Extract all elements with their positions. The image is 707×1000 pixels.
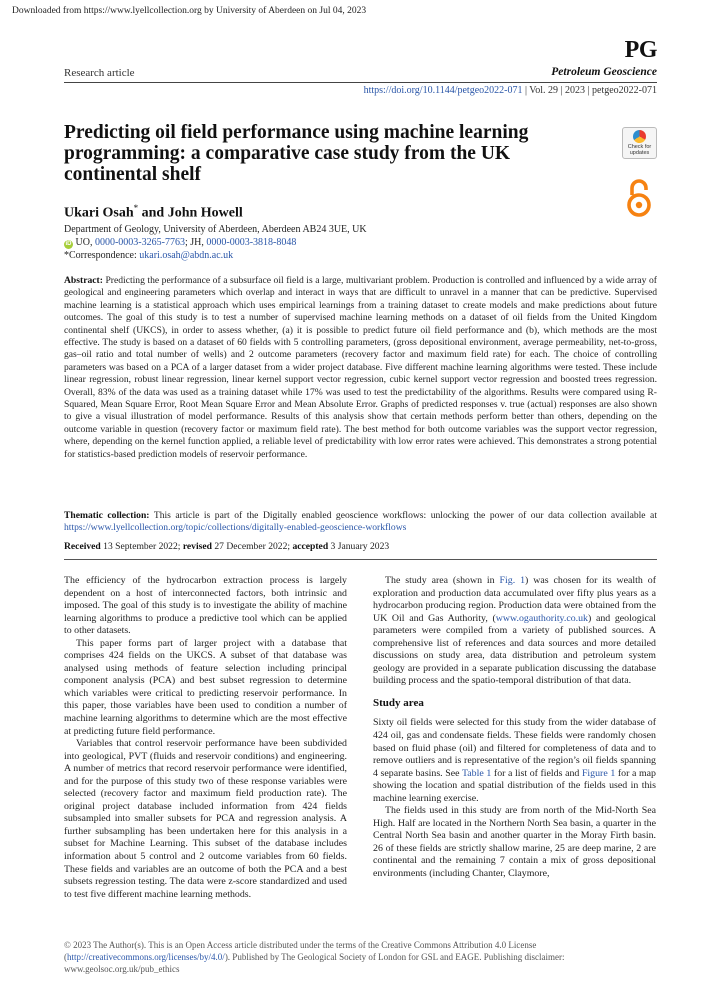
text-run: for a map showing the location and spatial distribution of the fields used in this machine learning exercise. [373, 767, 656, 804]
affiliation-block [64, 223, 367, 262]
doi-link[interactable]: https://doi.org/10.1144/petgeo2022-071 [363, 85, 523, 96]
text-run: The study area (shown in [385, 575, 500, 586]
citation-text: | Vol. 29 | 2023 | petgeo2022-071 [522, 85, 657, 96]
author-conjunction: and [138, 205, 168, 221]
text-run: ) was chosen for its wealth of exploration and production data accumulated over fifty plus years as a hydrocarbon producing region. Production data were obtained from the UK Oil and Gas Authority, ( [373, 575, 656, 624]
uo-prefix: UO, [73, 237, 95, 248]
correspondence-email-link[interactable]: ukari.osah@abdn.ac.uk [139, 250, 234, 261]
abstract-text: Predicting the performance of a subsurface oil field is a large, multivariant problem. Production is controlled and influenced by a wide array of geological and engineering parameters which overlap and interact in ways that are difficult to unravel in a manner that can be predictive. Supervised machine learning is a statistical approach which uses empirical learnings from a training dataset to create models and make predictions about future outcomes. The goal of this study is to test a number of supervised machine learning methods on a dataset of oil fields from the United Kingdom continental shelf (UKCS), in order to assess whether, (a) it is possible to predict future oil field performance and (b), which methods are the most effective. The study is based on a dataset of 60 fields with 5 controlling parameters, (gross depositional environment, average permeability, net-to-gross, gas–oil ratio and total number of wells) and 2 outcome parameters (recovery factor and maximum field rate) for each. The choice of controlling parameters was based on a PCA of a larger dataset from a wider project database. Five different machine learning algorithms were tested. These include linear regression, robust linear regression, linear kernel support vector regression, cubic kernel support vector regression and boosted trees regression. Overall, 83% of the data was used as a training dataset while 17% was used to test the predictability of the algorithms. Results were compared using R-Squared, Mean Square Error, Root Mean Square Error and Mean Absolute Error. Graphs of predicted responses v. true (actual) responses are also shown to give a visual illustration of model performance. Results of this analysis show that certain methods perform better than others, depending on the outcome variable in question (recovery factor or maximum field rate). The best method for both outcome variables was the support vector regression, where, depending on the kernel function applied, a reliable level of predictability with low error rates were achieved. This demonstrates a strong potential for statistics-based prediction models of reservoir performance. [64, 275, 658, 460]
body-paragraph [373, 575, 656, 688]
corresponding-mark: * [133, 203, 139, 213]
check-updates-icon [633, 130, 646, 143]
correspondence-label: *Correspondence: [64, 250, 140, 261]
ogauthority-link[interactable]: www.ogauthority.co.uk [495, 612, 588, 624]
check-for-updates-button[interactable] [622, 127, 657, 159]
section-heading-study-area: Study area [373, 696, 424, 709]
license-footer [64, 939, 657, 975]
body-paragraph [373, 717, 656, 805]
body-paragraph: This paper forms part of larger project with a database that comprises 424 fields on the UKCS. A subset of that database was analysed using methods of feature selection including principal component analysis (PCA) and best subset regression to determine which variables were critical to predicting reservoir performance. In this paper, those variables have been used to condition a number of machine learning algorithms to determine which are the most effective at predicting future field performance. [64, 637, 347, 737]
open-access-icon [625, 178, 653, 218]
body-paragraph: The efficiency of the hydrocarbon extraction process is largely dependent on a host of interconnected factors, both intrinsic and imposed. The goal of this study is to investigate the ability of machine learning algorithms to produce a predictive tool which can be applied to other datasets. [64, 575, 347, 637]
author-2: John Howell [167, 205, 243, 221]
footer-text: © 2023 The Author(s). This is an Open Access article distributed under the terms of the Creative Commons Attribution 4.0 License ( [64, 940, 537, 962]
orcid-line [64, 236, 367, 249]
revised-date: 27 December 2022; [211, 541, 293, 552]
thematic-text: This article is part of the Digitally enabled geoscience workflows: unlocking the power of our data collection available at [149, 510, 657, 521]
journal-name: Petroleum Geoscience [551, 66, 657, 78]
article-title: Predicting oil field performance using machine learning programming: a comparative case study from the UK continental shelf [64, 122, 529, 185]
received-date: 13 September 2022; [100, 541, 183, 552]
uo-orcid-link[interactable]: 0000-0003-3265-7763 [94, 237, 185, 248]
body-paragraph: The fields used in this study are from north of the Mid-North Sea High. Half are located in the Northern North Sea basin, a quarter in the Central North Sea basin and another quarter in the Moray Firth basin. 26 of these fields are strictly shallow marine, 25 are deep marine, 2 are continental and the remaining 7 contain a mix of gross depositional environments (including Chanter, Claymore, [373, 805, 656, 880]
body-paragraph: Variables that control reservoir performance have been subdivided into geological, PVT (fluids and reservoir conditions) and engineering. A number of metrics that record reservoir performance were identified, and for the purpose of this study two of these response variables were selected (recovery factor and maximum field production rate). The original project database included information from 424 fields subsampled into smaller subsets for PCA and regression analysis. A further subsampling has been undertaken here for this analysis in a subset for Machine Learning. This subset of the database includes information about 5 control and 2 outcome variables from 60 fields. These fields and variables are an outcome of both the PCA and a best subsets regression testing. The data were z-score standardized and used to test five different machine learning methods. [64, 738, 347, 900]
accepted-date: 3 January 2023 [328, 541, 390, 552]
text-run: ) and geological parameters were compiled from a variety of published sources. A comprehensive list of references and data sources and more detailed discussions on study area, data distribution and petroleum system geology are provided in a separate publication discussing the database building process and the spatio-temporal distribution of that data. [373, 612, 656, 687]
figure-1-link[interactable]: Figure 1 [581, 767, 616, 779]
department: Department of Geology, University of Aberdeen, Aberdeen AB24 3UE, UK [64, 224, 367, 235]
journal-logo: PG [624, 37, 657, 63]
text-run: for a list of fields and [491, 767, 582, 779]
jh-orcid-link[interactable]: 0000-0003-3818-8048 [206, 237, 297, 248]
body-column-left [64, 575, 347, 901]
section-label: Research article [64, 67, 135, 79]
accepted-label: accepted [292, 541, 329, 552]
table-1-link[interactable]: Table 1 [461, 767, 492, 779]
section-divider [64, 559, 657, 560]
text-run: Sixty oil fields were selected for this study from the wider database of 424 oil, gas and condensate fields. These fields were randomly chosen based on fluid phase (oil) and filtered for completeness of data and to remove outliers and is representative of the region’s oil fields spanning 4 separate basins. See [373, 717, 656, 779]
author-list [64, 203, 243, 222]
body-column-right [373, 575, 656, 881]
check-updates-line1: Check for [627, 144, 652, 150]
orcid-icon: iD [65, 241, 72, 247]
check-updates-line2: updates [629, 150, 650, 156]
received-label: Received [64, 541, 101, 552]
thematic-collection-link[interactable]: https://www.lyellcollection.org/topic/collections/digitally-enabled-geoscience-workflows [64, 522, 407, 534]
abstract [64, 275, 657, 461]
revised-label: revised [182, 541, 212, 552]
creative-commons-link[interactable]: http://creativecommons.org/licenses/by/4.0/ [67, 952, 225, 962]
thematic-collection [64, 510, 657, 535]
article-dates [64, 541, 389, 552]
download-notice: Downloaded from https://www.lyellcollection.org by University of Aberdeen on Jul 04, 2023 [12, 6, 367, 16]
footer-text: ). Published by The Geological Society of London for GSL and EAGE. Publishing disclaimer: www.geolsoc.org.uk/pub_ethics [64, 952, 565, 974]
abstract-label: Abstract: [64, 275, 103, 286]
doi-line [364, 85, 657, 96]
jh-prefix: ; JH, [184, 237, 207, 248]
author-1: Ukari Osah [64, 205, 134, 221]
correspondence-line [64, 249, 367, 262]
thematic-label: Thematic collection: [64, 510, 150, 521]
header-rule [64, 82, 657, 83]
figure-1-link[interactable]: Fig. 1 [499, 575, 526, 586]
